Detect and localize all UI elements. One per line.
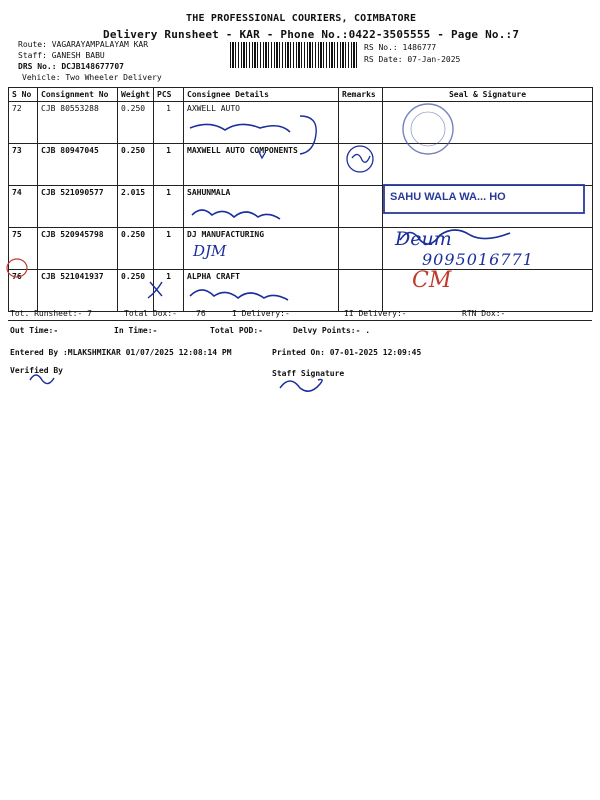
col-header-consignment: Consignment No bbox=[38, 88, 118, 102]
cell-sno: 73 bbox=[9, 144, 38, 186]
cell-weight: 0.250 bbox=[118, 270, 154, 312]
cell-consignee: SAHUNMALA bbox=[184, 186, 339, 228]
cell-consignee: DJ MANUFACTURING bbox=[184, 228, 339, 270]
table-row bbox=[9, 144, 593, 186]
table-header-row bbox=[9, 88, 593, 102]
cell-pcs: 1 bbox=[154, 186, 184, 228]
in-time: In Time:- bbox=[114, 326, 158, 335]
cell-pcs: 1 bbox=[154, 144, 184, 186]
vehicle-label: Vehicle: Two Wheeler Delivery bbox=[22, 73, 162, 82]
company-title: THE PROFESSIONAL COURIERS, COIMBATORE bbox=[186, 13, 417, 24]
printed-on: Printed On: 07-01-2025 12:09:45 bbox=[272, 348, 422, 357]
cell-seal bbox=[383, 144, 593, 186]
cell-sno: 72 bbox=[9, 102, 38, 144]
cell-weight: 0.250 bbox=[118, 228, 154, 270]
cell-sno: 76 bbox=[9, 270, 38, 312]
tot-runsheet: Tot. Runsheet:- 7 bbox=[10, 309, 92, 318]
out-time: Out Time:- bbox=[10, 326, 59, 335]
cell-weight: 0.250 bbox=[118, 102, 154, 144]
col-header-consignee: Consignee Details bbox=[184, 88, 339, 102]
cell-remarks bbox=[339, 270, 383, 312]
stamp-text: SAHU WALA WA... HO bbox=[390, 191, 506, 203]
cell-pcs: 1 bbox=[154, 102, 184, 144]
cell-consignee: AXWELL AUTO bbox=[184, 102, 339, 144]
col-header-weight: Weight bbox=[118, 88, 154, 102]
total-dox-label: Total Dox:- bbox=[124, 309, 177, 318]
cell-sno: 74 bbox=[9, 186, 38, 228]
col-header-remarks: Remarks bbox=[339, 88, 383, 102]
col-header-sno: S No bbox=[9, 88, 38, 102]
cell-pcs: 1 bbox=[154, 228, 184, 270]
cell-consignment: CJB 80947045 bbox=[38, 144, 118, 186]
barcode bbox=[230, 42, 358, 68]
cell-seal bbox=[383, 102, 593, 144]
table-row bbox=[9, 270, 593, 312]
cell-consignee: ALPHA CRAFT bbox=[184, 270, 339, 312]
drs-label: DRS No.: DCJB148677707 bbox=[18, 62, 124, 71]
route-label: Route: VAGARAYAMPALAYAM KAR bbox=[18, 40, 149, 49]
cell-pcs: 1 bbox=[154, 270, 184, 312]
staff-signature-label: Staff Signature bbox=[272, 369, 345, 378]
cell-consignment: CJB 80553288 bbox=[38, 102, 118, 144]
entered-by: Entered By :MLAKSHMIKAR 01/07/2025 12:08:14 PM bbox=[10, 348, 232, 357]
col-header-seal: Seal & Signature bbox=[383, 88, 593, 102]
cell-remarks bbox=[339, 144, 383, 186]
rs-number: RS No.: 1486777 bbox=[364, 43, 437, 52]
i-delivery: I Delivery:- bbox=[232, 309, 290, 318]
total-pod: Total POD:- bbox=[210, 326, 263, 335]
handwritten-scrawl-76: Deum bbox=[395, 228, 452, 250]
handwritten-phone: 9095016771 bbox=[422, 250, 534, 269]
col-header-pcs: PCS bbox=[154, 88, 184, 102]
delvy-points: Delvy Points:- . bbox=[293, 326, 371, 335]
rs-date: RS Date: 07-Jan-2025 bbox=[364, 55, 461, 64]
cell-weight: 0.250 bbox=[118, 144, 154, 186]
cell-consignee: MAXWELL AUTO COMPONENTS bbox=[184, 144, 339, 186]
verified-by-signature bbox=[30, 375, 54, 384]
rtn-dox: RTN Dox:- bbox=[462, 309, 506, 318]
cell-remarks bbox=[339, 102, 383, 144]
staff-signature-mark bbox=[280, 380, 322, 392]
cell-remarks bbox=[339, 186, 383, 228]
cell-remarks bbox=[339, 228, 383, 270]
table-row bbox=[9, 102, 593, 144]
ii-delivery: II Delivery:- bbox=[344, 309, 407, 318]
staff-label: Staff: GANESH BABU bbox=[18, 51, 105, 60]
handwritten-initials: CM bbox=[412, 268, 452, 293]
cell-weight: 2.015 bbox=[118, 186, 154, 228]
cell-consignment: CJB 521041937 bbox=[38, 270, 118, 312]
cell-consignment: CJB 520945798 bbox=[38, 228, 118, 270]
summary-divider bbox=[8, 320, 592, 321]
cell-consignment: CJB 521090577 bbox=[38, 186, 118, 228]
cell-sno: 75 bbox=[9, 228, 38, 270]
total-dox-value: 76 bbox=[196, 309, 206, 318]
handwritten-name-75: DJM bbox=[193, 242, 227, 260]
runsheet-title: Delivery Runsheet - KAR - Phone No.:0422-3505555 - Page No.:7 bbox=[103, 28, 520, 41]
verified-by-label: Verified By bbox=[10, 366, 63, 375]
